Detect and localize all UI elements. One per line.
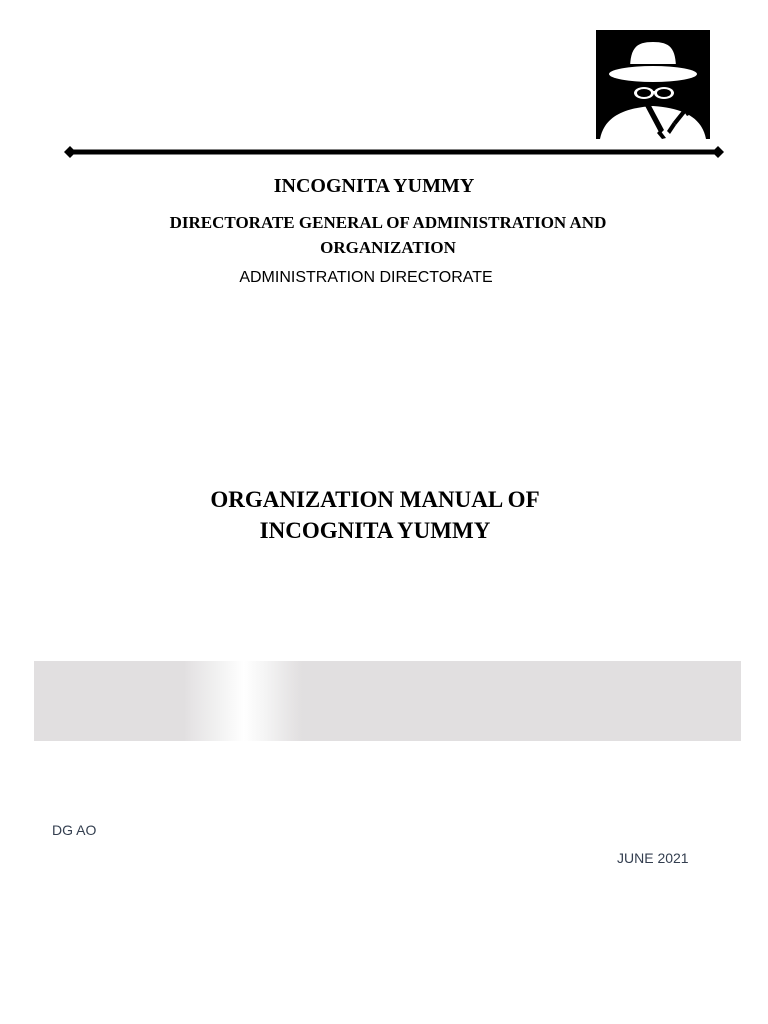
spy-chef-logo xyxy=(596,30,710,139)
author-label: DG AO xyxy=(52,822,97,838)
document-title xyxy=(150,484,600,546)
directorate-general-heading xyxy=(140,210,636,260)
organization-name: INCOGNITA YUMMY xyxy=(273,175,475,197)
directorate-general-line-2: ORGANIZATION xyxy=(320,238,456,257)
header-divider-rule xyxy=(64,145,724,159)
directorate-general-line-1: DIRECTORATE GENERAL OF ADMINISTRATION AND xyxy=(169,213,607,232)
directorate-subheading: ADMINISTRATION DIRECTORATE xyxy=(239,269,493,286)
publication-date: JUNE 2021 xyxy=(617,850,689,866)
document-title-line-2: INCOGNITA YUMMY xyxy=(259,518,491,543)
decorative-gray-band xyxy=(34,661,741,741)
document-title-line-1: ORGANIZATION MANUAL OF xyxy=(210,487,540,512)
spy-chef-icon xyxy=(596,30,710,139)
